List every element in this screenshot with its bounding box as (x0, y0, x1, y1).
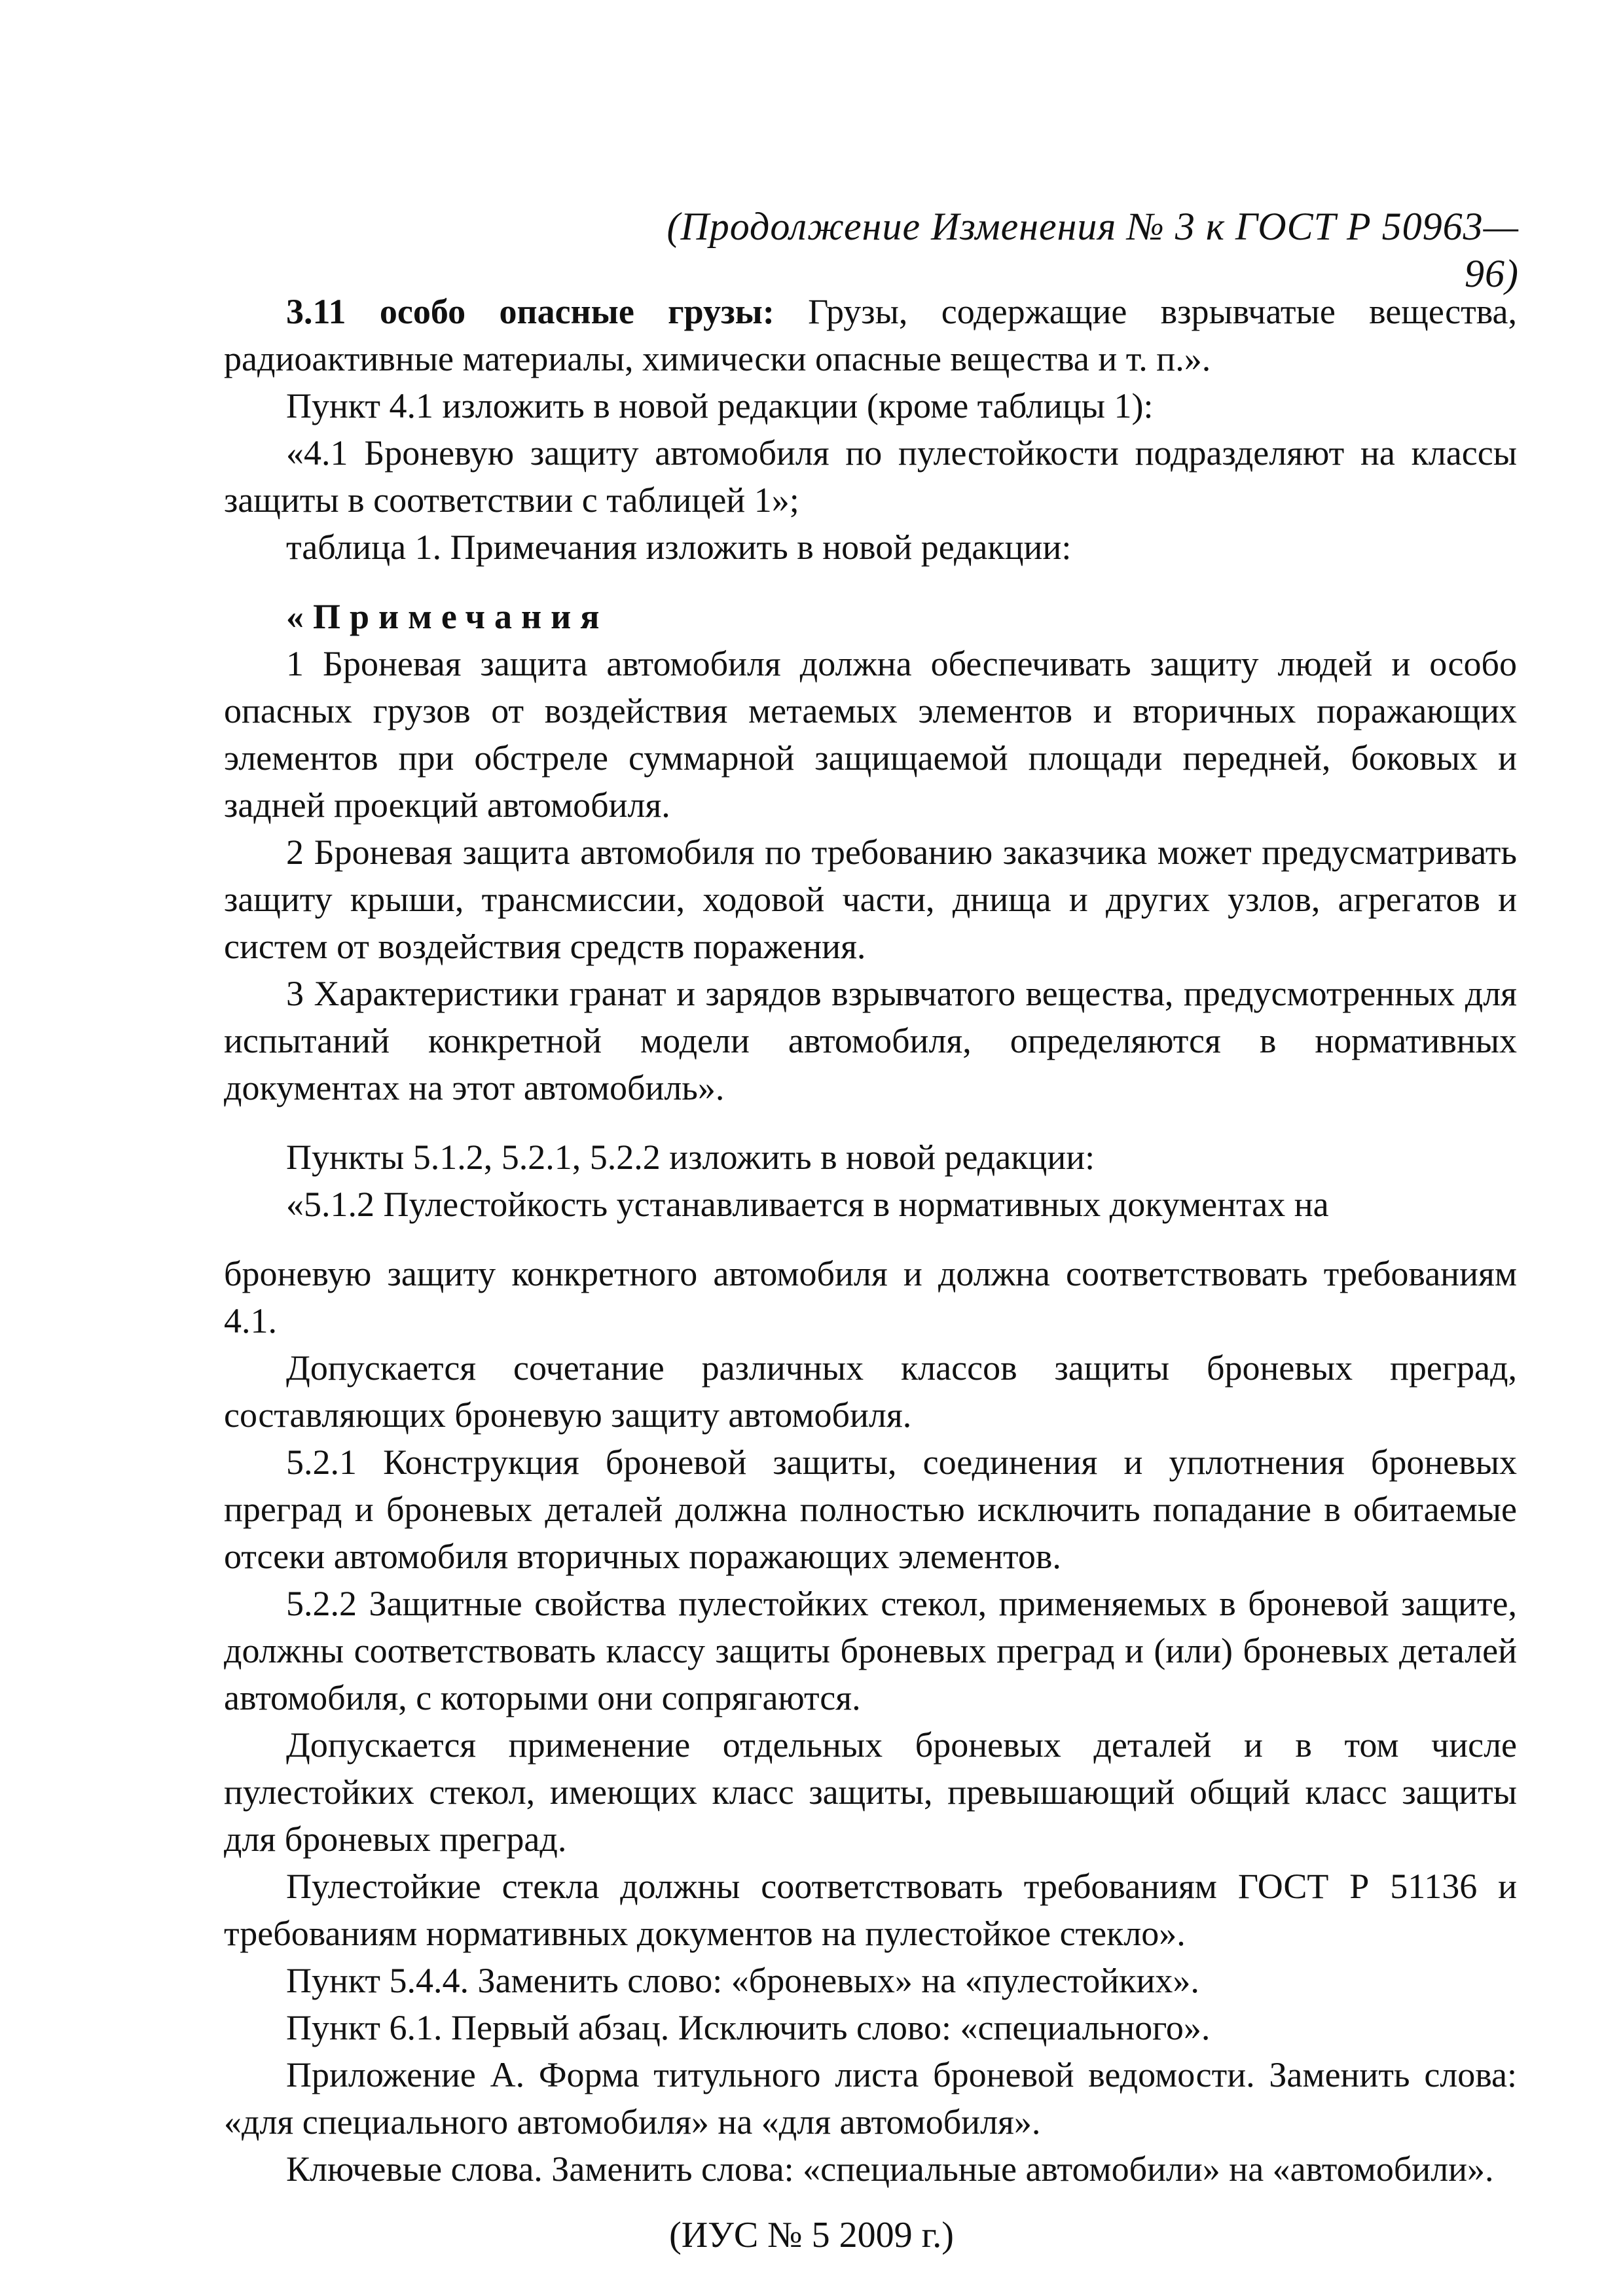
spacer (224, 571, 1517, 593)
note-2: 2 Броневая защита автомобиля по требованию заказчика может предусматривать защиту крыши, трансмиссии, ходовой части, днища и других узлов, агрегатов и систем от воздействия средств поражения. (224, 833, 1517, 966)
paragraph-4-1: «4.1 Броневую защиту автомобиля по пулестойкости подразделяют на классы защиты в соответствии с таблицей 1»; (224, 433, 1517, 520)
instruction-5: Пункты 5.1.2, 5.2.1, 5.2.2 изложить в новой редакции: (286, 1138, 1095, 1177)
paragraph-5-2-2: 5.2.2 Защитные свойства пулестойких стекол, применяемых в броневой защите, должны соответствовать классу защиты броневых преград и (или) броневых деталей автомобиля, с которыми они сопрягаются. (224, 1584, 1517, 1717)
instruction-appendix-a: Приложение А. Форма титульного листа броневой ведомости. Заменить слова: «для специального автомобиля» на «для автомобиля». (224, 2055, 1517, 2142)
page-footer: (ИУС № 5 2009 г.) (669, 2215, 954, 2255)
note-1: 1 Броневая защита автомобиля должна обеспечивать защиту людей и особо опасных грузов от воздействия метаемых элементов и вторичных поражающих элементов при обстреле суммарной защищаемой площади передней, боковых и задней проекций автомобиля. (224, 644, 1517, 825)
instruction-4-1: Пункт 4.1 изложить в новой редакции (кроме таблицы 1): (286, 386, 1154, 425)
page-header: (Продолжение Изменения № 3 к ГОСТ Р 50963—96) (666, 205, 1519, 295)
document-body (224, 288, 1517, 2193)
spacer (224, 1111, 1517, 1134)
paragraph-5-1-2-allow: Допускается сочетание различных классов защиты броневых преград, составляющих броневую защиту автомобиля. (224, 1348, 1517, 1435)
paragraph-5-1-2-start: «5.1.2 Пулестойкость устанавливается в нормативных документах на (286, 1185, 1329, 1224)
instruction-5-4-4: Пункт 5.4.4. Заменить слово: «броневых» на «пулестойких». (286, 1961, 1199, 2000)
note-3: 3 Характеристики гранат и зарядов взрывчатого вещества, предусмотренных для испытаний конкретной модели автомобиля, определяются в нормативных документах на этот автомобиль». (224, 974, 1517, 1107)
paragraph-3-11 (224, 288, 1517, 382)
paragraph-5-1-2-cont: броневую защиту конкретного автомобиля и должна соответствовать требованиям 4.1. (224, 1254, 1517, 1340)
text-3-11: Грузы, содержащие взрывчатые вещества, радиоактивные материалы, химически опасные вещества и т. п.». (224, 292, 1517, 378)
paragraph-5-2-1: 5.2.1 Конструкция броневой защиты, соединения и уплотнения броневых преград и броневых деталей должна полностью исключить попадание в обитаемые отсеки автомобиля вторичных поражающих элементов. (224, 1443, 1517, 1576)
instruction-6-1: Пункт 6.1. Первый абзац. Исключить слово: «специального». (286, 2008, 1211, 2047)
paragraph-5-2-2-allow: Допускается применение отдельных броневых деталей и в том числе пулестойких стекол, имеющих класс защиты, превышающий общий класс защиты для броневых преград. (224, 1725, 1517, 1859)
paragraph-5-2-2-glass: Пулестойкие стекла должны соответствовать требованиям ГОСТ Р 51136 и требованиям нормативных документов на пулестойкое стекло». (224, 1867, 1517, 1953)
notes-heading: «Примечания (286, 597, 609, 636)
term-3-11: 3.11 особо опасные грузы: (286, 292, 775, 331)
instruction-table-notes: таблица 1. Примечания изложить в новой редакции: (286, 528, 1072, 567)
instruction-keywords: Ключевые слова. Заменить слова: «специальные автомобили» на «автомобили». (286, 2149, 1494, 2189)
spacer (224, 1228, 1517, 1250)
